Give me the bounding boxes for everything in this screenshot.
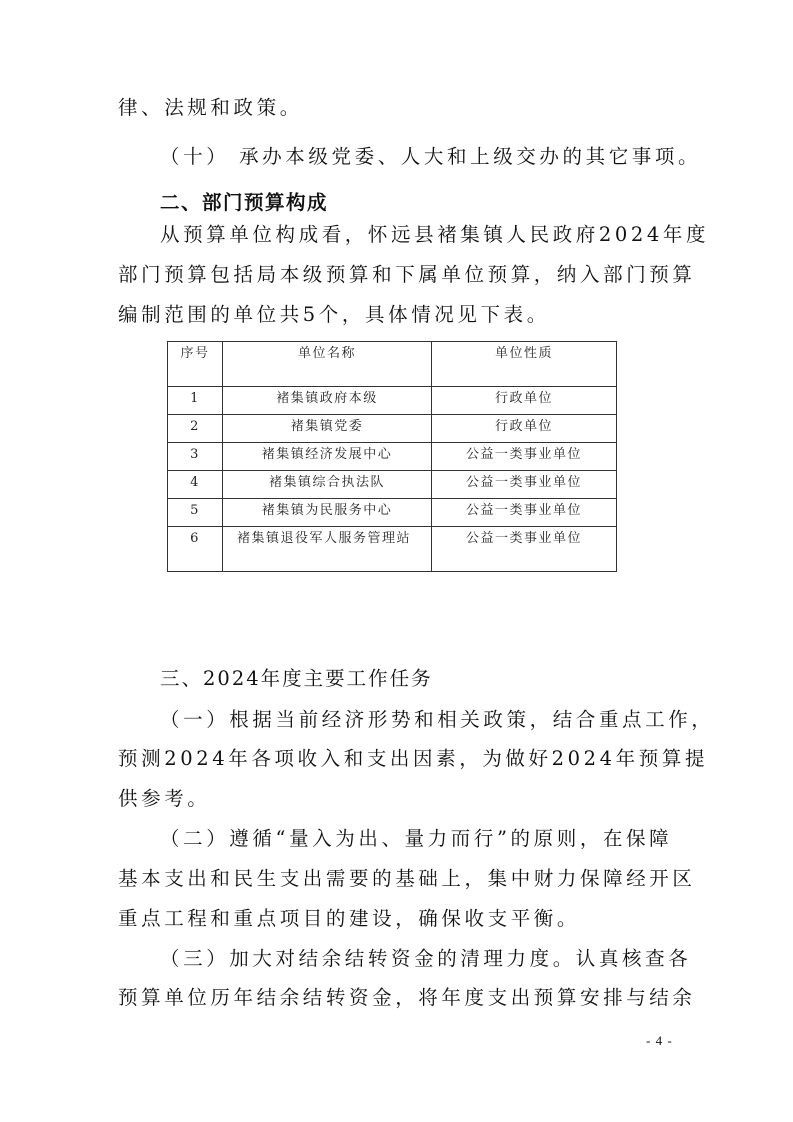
paragraph-line: 预算单位历年结余结转资金，将年度支出预算安排与结余	[118, 986, 696, 1009]
table-cell-type: 公益一类事业单位	[432, 443, 617, 471]
paragraph-line: 预测2024年各项收入和支出因素，为做好2024年预算提	[118, 747, 709, 770]
table-row	[168, 527, 617, 572]
paragraph-line: 重点工程和重点项目的建设，确保收支平衡。	[118, 907, 581, 930]
table-cell-name: 褚集镇党委	[223, 415, 432, 443]
table-header-cell: 单位名称	[223, 342, 432, 387]
table-cell-type: 公益一类事业单位	[432, 499, 617, 527]
paragraph-line: （三）加大对结余结转资金的清理力度。认真核查各	[160, 947, 692, 970]
table-cell-type: 公益一类事业单位	[432, 527, 617, 572]
table-header-cell: 单位性质	[432, 342, 617, 387]
page-number: - 4 -	[646, 1033, 673, 1048]
table-cell-name: 褚集镇政府本级	[223, 387, 432, 415]
table-row	[168, 499, 617, 527]
table-cell-name: 褚集镇综合执法队	[223, 471, 432, 499]
table-cell-type: 行政单位	[432, 415, 617, 443]
table-cell-no: 3	[168, 443, 223, 471]
table-cell-name: 褚集镇为民服务中心	[223, 499, 432, 527]
table-header-cell: 序号	[168, 342, 223, 387]
paragraph-line: 基本支出和民生支出需要的基础上，集中财力保障经开区	[118, 867, 696, 890]
paragraph-line: 从预算单位构成看，怀远县褚集镇人民政府2024年度	[160, 223, 710, 246]
table-cell-no: 6	[168, 527, 223, 572]
table-row	[168, 387, 617, 415]
table-cell-no: 4	[168, 471, 223, 499]
section-heading: 二、部门预算构成	[160, 191, 329, 214]
paragraph-line: 律、法规和政策。	[118, 96, 303, 119]
units-table	[167, 341, 617, 572]
section-heading: 三、2024年度主要工作任务	[160, 667, 433, 690]
paragraph-line: 供参考。	[118, 787, 211, 810]
table-cell-no: 2	[168, 415, 223, 443]
paragraph-line: 编制范围的单位共5个，具体情况见下表。	[118, 303, 550, 326]
table-cell-type: 公益一类事业单位	[432, 471, 617, 499]
table-row	[168, 471, 617, 499]
table-cell-type: 行政单位	[432, 387, 617, 415]
table-row	[168, 443, 617, 471]
paragraph-line: 部门预算包括局本级预算和下属单位预算，纳入部门预算	[118, 263, 696, 286]
table-cell-no: 1	[168, 387, 223, 415]
table-cell-name: 褚集镇经济发展中心	[223, 443, 432, 471]
table-cell-name: 褚集镇退役军人服务管理站	[223, 527, 432, 572]
table-cell-no: 5	[168, 499, 223, 527]
table-header-row	[168, 342, 617, 387]
paragraph-line: （一）根据当前经济形势和相关政策，结合重点工作，	[160, 708, 715, 731]
paragraph-line: （十） 承办本级党委、人大和上级交办的其它事项。	[160, 145, 702, 168]
table-row	[168, 415, 617, 443]
paragraph-line: （二）遵循“量入为出、量力而行”的原则，在保障	[160, 827, 673, 850]
